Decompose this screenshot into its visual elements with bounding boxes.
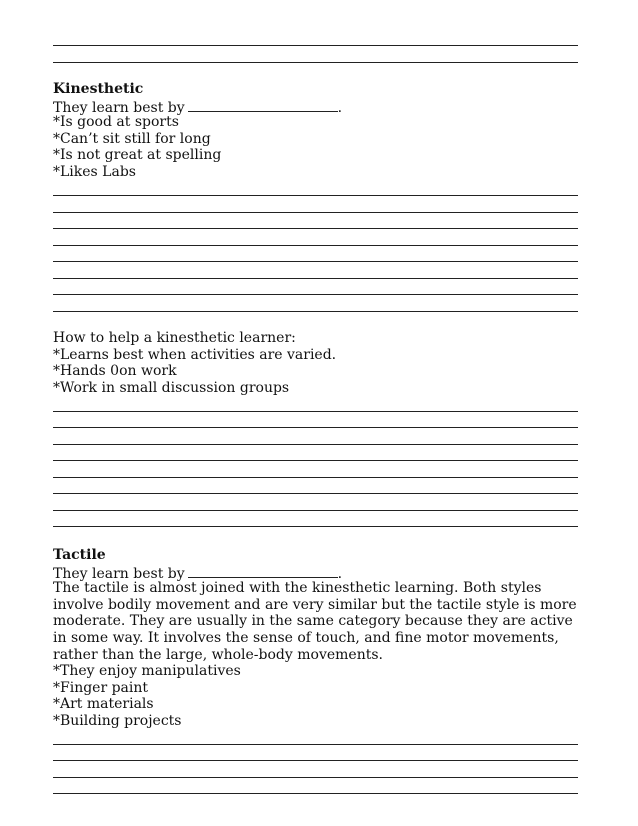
- writing-line: [53, 493, 578, 494]
- tactile-item: *Finger paint: [53, 679, 149, 696]
- writing-line: [53, 444, 578, 445]
- fill-in-blank: [188, 98, 338, 112]
- learn-suffix: .: [337, 99, 343, 116]
- trait-item: *Is good at sports: [53, 114, 179, 131]
- help-heading: How to help a kinesthetic learner:: [53, 330, 296, 346]
- tactile-heading: Tactile: [53, 547, 106, 563]
- writing-line: [53, 195, 578, 196]
- writing-line: [53, 212, 578, 213]
- writing-line: [53, 411, 578, 412]
- writing-line: [53, 228, 578, 229]
- help-item: *Hands 0on work: [53, 363, 177, 380]
- writing-line: [53, 460, 578, 461]
- writing-line: [53, 45, 578, 46]
- writing-line: [53, 793, 578, 794]
- tactile-item: *Building projects: [53, 712, 182, 729]
- writing-line: [53, 427, 578, 428]
- writing-line: [53, 777, 578, 778]
- writing-line: [53, 510, 578, 511]
- learn-prefix: They learn best by: [53, 99, 185, 116]
- tactile-description: The tactile is almost joined with the kinesthetic learning. Both styles involve bodily movement and are very similar but the tactile style is more moderate. They are usually in the same category because they are active in some way. It involves the sense of touch, and fine motor movements, rather than the large, whole-body movements.: [53, 580, 577, 663]
- learn-prefix: They learn best by: [53, 565, 185, 582]
- writing-line: [53, 311, 578, 312]
- trait-item: *Likes Labs: [53, 164, 136, 180]
- tactile-item: *They enjoy manipulatives: [53, 663, 241, 679]
- trait-item: *Is not great at spelling: [53, 147, 222, 164]
- writing-line: [53, 526, 578, 527]
- help-item: *Work in small discussion groups: [53, 379, 290, 396]
- help-item: *Learns best when activities are varied.: [53, 346, 337, 363]
- writing-line: [53, 261, 578, 262]
- writing-line: [53, 760, 578, 761]
- writing-line: [53, 477, 578, 478]
- writing-line: [53, 278, 578, 279]
- writing-line: [53, 245, 578, 246]
- trait-item: *Can’t sit still for long: [53, 130, 211, 147]
- tactile-item: *Art materials: [53, 696, 154, 713]
- kinesthetic-heading: Kinesthetic: [53, 81, 144, 97]
- fill-in-blank: [188, 564, 338, 578]
- writing-line: [53, 744, 578, 745]
- learn-suffix: .: [337, 565, 343, 582]
- writing-line: [53, 62, 578, 63]
- writing-line: [53, 294, 578, 295]
